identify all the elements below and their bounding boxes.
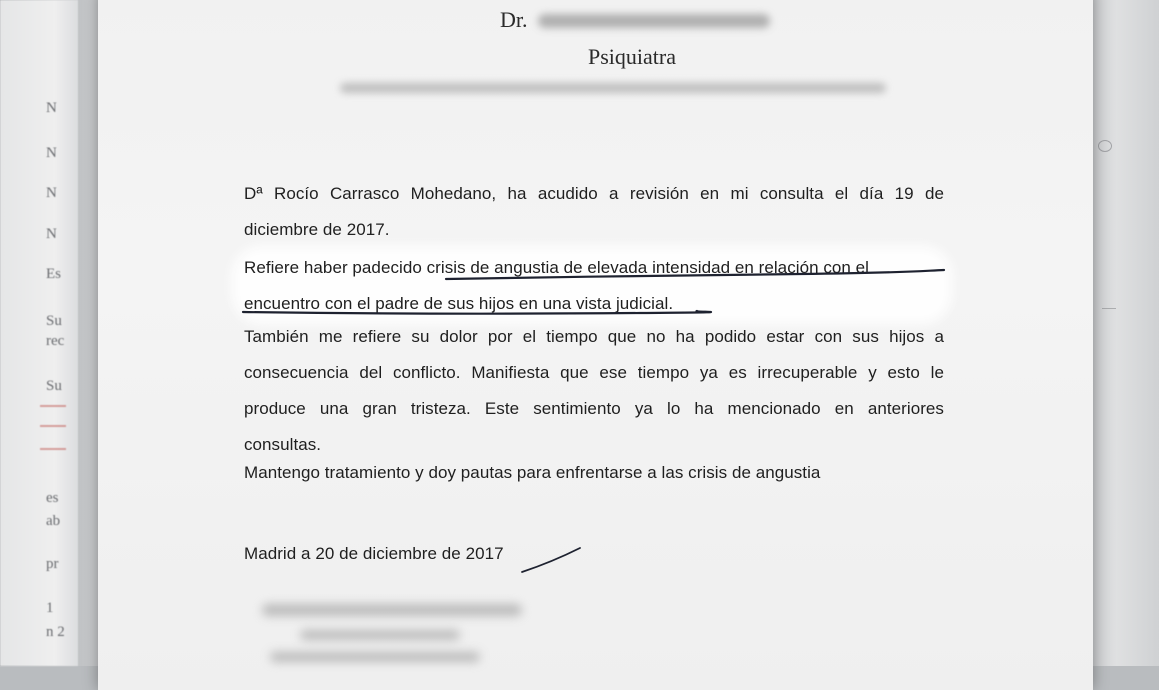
left-sheet-fragment: N (46, 226, 57, 242)
right-background-sheet (1088, 0, 1159, 666)
left-background-sheet (0, 0, 78, 666)
left-sheet-fragment: N (46, 185, 57, 201)
left-sheet-fragment: 1 (46, 600, 54, 616)
redacted-signature (262, 604, 522, 616)
paragraph-grief (244, 327, 944, 471)
text-prefix: Refiere haber padecido (244, 258, 427, 277)
text-line (244, 258, 944, 294)
left-sheet-fragment: Es (46, 266, 61, 282)
underlined-text: crisis de angustia de elevada intensidad en relación con el (426, 258, 870, 277)
text-line: diciembre de 2017. (244, 220, 390, 239)
left-sheet-fragment: Su (46, 313, 62, 329)
redacted-doctor-name (538, 14, 770, 28)
pen-mark (1098, 140, 1112, 152)
text-line: Madrid a 20 de diciembre de 2017 (244, 544, 504, 563)
text-line: Dª Rocío Carrasco Mohedano, ha acudido a revisión en mi consulta el día 19 de (244, 184, 944, 203)
left-sheet-fragment: ab (46, 513, 61, 529)
closing-place-date (244, 544, 944, 580)
underlined-text: encuentro con el padre de sus hijos en una vista judicial. (244, 294, 674, 313)
left-sheet-fragment: N (46, 145, 57, 161)
paragraph-treatment (244, 463, 944, 499)
left-sheet-fragment: es (46, 490, 59, 506)
left-sheet-fragment: pr (46, 556, 59, 572)
text-line: También me refiere su dolor por el tiempo que no ha podido estar con sus hijos a (244, 327, 944, 346)
doctor-specialty: Psiquiatra (588, 44, 676, 69)
left-sheet-fragment: Su (46, 378, 62, 394)
redacted-signature (270, 652, 480, 662)
pen-mark (1102, 300, 1116, 309)
paragraph-crisis (244, 258, 944, 330)
text-line: consecuencia del conflicto. Manifiesta que ese tiempo ya es irrecuperable y esto le (244, 363, 944, 382)
red-mark (40, 405, 66, 407)
text-line: produce una gran tristeza. Este sentimiento ya lo ha mencionado en anteriores (244, 399, 944, 418)
red-mark (40, 425, 66, 427)
left-sheet-fragment: n 2 (46, 624, 65, 640)
left-sheet-fragment: N (46, 100, 57, 116)
redacted-signature (300, 630, 460, 640)
left-sheet-fragment: rec (46, 333, 65, 349)
text-line: consultas. (244, 435, 322, 454)
red-mark (40, 448, 66, 450)
doctor-title: Dr. (500, 7, 528, 32)
redacted-address (340, 83, 886, 93)
text-line: Mantengo tratamiento y doy pautas para enfrentarse a las crisis de angustia (244, 463, 821, 482)
